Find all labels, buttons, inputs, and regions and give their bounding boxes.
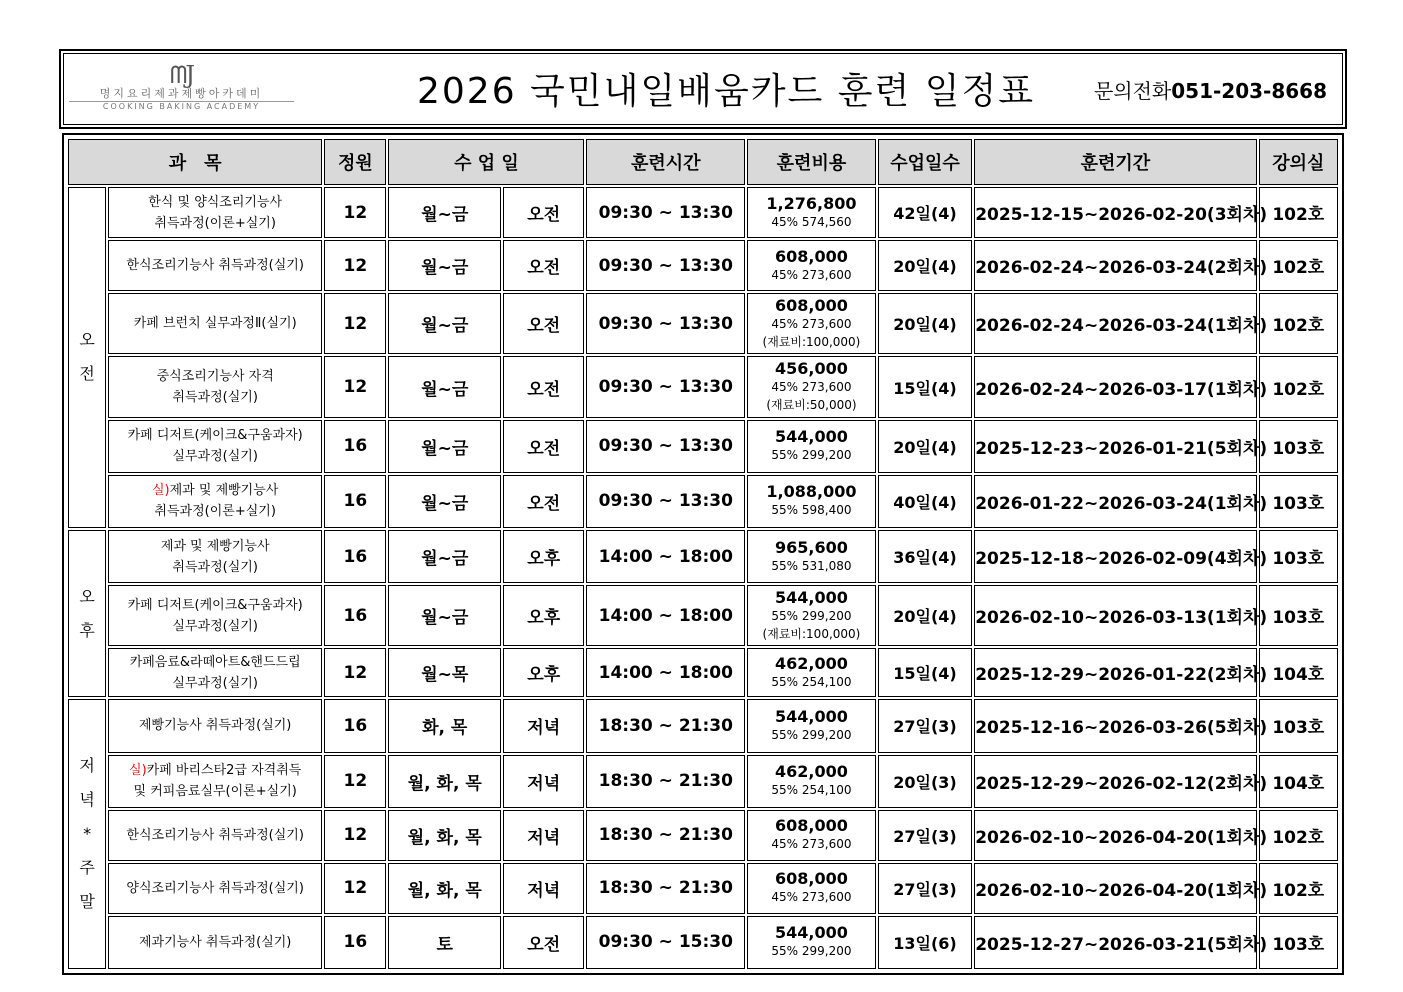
class-days: 월~목 [388, 648, 501, 697]
training-time: 18:30 ~ 21:30 [586, 810, 745, 861]
training-period: 2026-02-24~2026-03-24(1회차) [974, 293, 1256, 354]
training-time: 14:00 ~ 18:00 [586, 648, 745, 697]
table-row [68, 475, 1338, 528]
academy-logo [69, 63, 294, 112]
training-period: 2025-12-18~2026-02-09(4회차) [974, 530, 1256, 583]
time-slot: 저녁 [503, 810, 584, 861]
table-body [68, 187, 1338, 969]
course-text: 중식조리기능사 자격 [156, 369, 274, 385]
training-cost [747, 475, 876, 528]
cost-amount: 608,000 [775, 816, 848, 836]
cost-subsidy: 55% 299,200 [771, 448, 852, 463]
cost-subsidy: 45% 273,600 [771, 267, 852, 282]
course-name [108, 648, 322, 697]
course-text: 취득과정(이론+실기) [154, 215, 276, 231]
cost-subsidy: 45% 273,600 [771, 316, 852, 331]
training-cost [747, 755, 876, 808]
class-days: 화, 목 [388, 699, 501, 752]
group-char: * [83, 824, 92, 844]
course-line [109, 760, 321, 781]
classroom: 102호 [1259, 240, 1338, 291]
table-row [68, 530, 1338, 583]
class-day-count: 20일(4) [878, 585, 972, 646]
course-line [109, 715, 321, 736]
table-row [68, 240, 1338, 291]
course-name [108, 240, 322, 291]
time-slot: 오전 [503, 293, 584, 354]
training-time: 09:30 ~ 13:30 [586, 187, 745, 238]
page-title: 2026 국민내일배움카드 훈련 일정표 [417, 71, 1036, 112]
class-days: 월~금 [388, 187, 501, 238]
course-text: 카페 브런치 실무과정Ⅱ(실기) [133, 316, 297, 332]
training-time: 09:30 ~ 13:30 [586, 475, 745, 528]
training-cost [747, 863, 876, 914]
table-row [68, 187, 1338, 238]
course-prefix: 실) [129, 763, 147, 779]
time-slot: 오후 [503, 530, 584, 583]
class-day-count: 42일(4) [878, 187, 972, 238]
training-period: 2025-12-16~2026-03-26(5회차) [974, 699, 1256, 752]
class-days: 토 [388, 916, 501, 969]
table-row [68, 810, 1338, 861]
cost-amount: 1,276,800 [766, 193, 857, 213]
schedule-table-frame [62, 133, 1344, 975]
capacity: 12 [324, 240, 386, 291]
course-name [108, 810, 322, 861]
table-row [68, 293, 1338, 354]
group-char: 오 [79, 586, 95, 606]
class-days: 월, 화, 목 [388, 755, 501, 808]
course-line [109, 446, 321, 467]
course-line [109, 366, 321, 387]
col-period: 훈련기간 [974, 139, 1256, 185]
capacity: 12 [324, 293, 386, 354]
table-header-row [68, 139, 1338, 185]
logo-english-name: COOKING BAKING ACADEMY [69, 101, 294, 112]
course-name [108, 699, 322, 752]
class-day-count: 20일(4) [878, 293, 972, 354]
course-text: 실무과정(실기) [172, 618, 258, 634]
course-line [109, 652, 321, 673]
class-day-count: 20일(4) [878, 240, 972, 291]
cost-amount: 544,000 [775, 587, 848, 607]
phone-label: 문의전화 [1093, 79, 1172, 103]
course-line [109, 387, 321, 408]
time-slot: 오전 [503, 240, 584, 291]
cost-material: (재료비:50,000) [766, 398, 857, 413]
training-time: 09:30 ~ 15:30 [586, 916, 745, 969]
training-period: 2026-02-10~2026-04-20(1회차) [974, 863, 1256, 914]
course-text: 실무과정(실기) [172, 449, 258, 465]
course-line [109, 213, 321, 234]
class-days: 월~금 [388, 585, 501, 646]
col-room: 강의실 [1259, 139, 1338, 185]
course-name [108, 585, 322, 646]
course-text: 및 커피음료실무(이론+실기) [133, 784, 297, 800]
table-row [68, 916, 1338, 969]
class-days: 월~금 [388, 356, 501, 417]
course-text: 한식 및 양식조리기능사 [148, 194, 283, 210]
course-text: 카페 디저트(케이크&구움과자) [127, 597, 303, 613]
cost-amount: 544,000 [775, 427, 848, 447]
course-name [108, 863, 322, 914]
group-morning [68, 187, 106, 528]
course-text: 카페 디저트(케이크&구움과자) [127, 428, 303, 444]
cost-subsidy: 55% 531,080 [771, 558, 852, 573]
class-days: 월~금 [388, 293, 501, 354]
classroom: 102호 [1259, 187, 1338, 238]
training-cost [747, 187, 876, 238]
cost-amount: 544,000 [775, 923, 848, 943]
course-line [109, 932, 321, 953]
time-slot: 오전 [503, 187, 584, 238]
group-afternoon [68, 530, 106, 697]
group-char: 말 [79, 892, 95, 912]
course-name [108, 755, 322, 808]
schedule-table [66, 137, 1340, 971]
cost-amount: 456,000 [775, 359, 848, 379]
classroom: 103호 [1259, 699, 1338, 752]
course-name [108, 916, 322, 969]
class-day-count: 27일(3) [878, 810, 972, 861]
table-row [68, 585, 1338, 646]
class-day-count: 15일(4) [878, 648, 972, 697]
cost-subsidy: 55% 598,400 [771, 503, 852, 518]
training-period: 2025-12-23~2026-01-21(5회차) [974, 420, 1256, 473]
table-row [68, 755, 1338, 808]
time-slot: 오후 [503, 585, 584, 646]
course-line [109, 595, 321, 616]
group-char: 전 [79, 364, 95, 384]
class-day-count: 27일(3) [878, 699, 972, 752]
training-time: 14:00 ~ 18:00 [586, 530, 745, 583]
capacity: 12 [324, 810, 386, 861]
cost-amount: 544,000 [775, 706, 848, 726]
class-day-count: 40일(4) [878, 475, 972, 528]
class-day-count: 15일(4) [878, 356, 972, 417]
cost-material: (재료비:100,000) [762, 626, 861, 641]
training-cost [747, 916, 876, 969]
table-row [68, 648, 1338, 697]
training-cost [747, 648, 876, 697]
group-char: 오 [79, 330, 95, 350]
class-days: 월~금 [388, 530, 501, 583]
cost-subsidy: 45% 273,600 [771, 890, 852, 905]
class-days: 월~금 [388, 240, 501, 291]
cost-amount: 462,000 [775, 762, 848, 782]
course-text: 양식조리기능사 취득과정(실기) [126, 880, 304, 896]
training-cost [747, 356, 876, 417]
header [59, 49, 1347, 129]
capacity: 12 [324, 648, 386, 697]
training-time: 14:00 ~ 18:00 [586, 585, 745, 646]
capacity: 16 [324, 916, 386, 969]
course-name [108, 475, 322, 528]
classroom: 102호 [1259, 863, 1338, 914]
group-char: 후 [79, 620, 95, 640]
course-line [109, 425, 321, 446]
table-row [68, 863, 1338, 914]
course-text: 한식조리기능사 취득과정(실기) [126, 827, 304, 843]
cost-amount: 608,000 [775, 246, 848, 266]
class-days: 월, 화, 목 [388, 863, 501, 914]
class-day-count: 20일(3) [878, 755, 972, 808]
col-cost: 훈련비용 [747, 139, 876, 185]
capacity: 12 [324, 356, 386, 417]
course-text: 카페음료&라떼아트&핸드드립 [129, 654, 301, 670]
capacity: 16 [324, 530, 386, 583]
course-line [109, 255, 321, 276]
cost-amount: 608,000 [775, 295, 848, 315]
classroom: 104호 [1259, 648, 1338, 697]
course-text: 취득과정(실기) [172, 559, 258, 575]
group-char: 녁 [79, 790, 95, 810]
capacity: 16 [324, 585, 386, 646]
logo-mark-icon: ᗰJ [170, 61, 193, 89]
classroom: 103호 [1259, 585, 1338, 646]
time-slot: 오전 [503, 356, 584, 417]
cost-amount: 462,000 [775, 653, 848, 673]
col-capacity: 정원 [324, 139, 386, 185]
table-row [68, 420, 1338, 473]
course-text: 취득과정(실기) [172, 390, 258, 406]
course-name [108, 420, 322, 473]
course-line [109, 480, 321, 501]
group-evening [68, 699, 106, 969]
class-day-count: 13일(6) [878, 916, 972, 969]
course-line [109, 536, 321, 557]
training-time: 18:30 ~ 21:30 [586, 755, 745, 808]
capacity: 16 [324, 699, 386, 752]
course-text: 취득과정(이론+실기) [154, 504, 276, 520]
class-days: 월, 화, 목 [388, 810, 501, 861]
class-days: 월~금 [388, 420, 501, 473]
group-char: 주 [79, 858, 95, 878]
group-char: 저 [79, 756, 95, 776]
training-cost [747, 810, 876, 861]
course-text: 한식조리기능사 취득과정(실기) [126, 258, 304, 274]
training-period: 2026-01-22~2026-03-24(1회차) [974, 475, 1256, 528]
training-period: 2026-02-10~2026-03-13(1회차) [974, 585, 1256, 646]
training-period: 2025-12-29~2026-01-22(2회차) [974, 648, 1256, 697]
cost-subsidy: 55% 299,200 [771, 608, 852, 623]
training-cost [747, 240, 876, 291]
course-text: 카페 바리스타2급 자격취득 [146, 763, 302, 779]
course-name [108, 293, 322, 354]
cost-amount: 608,000 [775, 869, 848, 889]
cost-amount: 1,088,000 [766, 482, 857, 502]
course-line [109, 192, 321, 213]
capacity: 16 [324, 475, 386, 528]
class-day-count: 36일(4) [878, 530, 972, 583]
training-period: 2025-12-27~2026-03-21(5회차) [974, 916, 1256, 969]
training-cost [747, 293, 876, 354]
course-line [109, 825, 321, 846]
classroom: 102호 [1259, 356, 1338, 417]
classroom: 104호 [1259, 755, 1338, 808]
time-slot: 저녁 [503, 755, 584, 808]
cost-subsidy: 55% 299,200 [771, 944, 852, 959]
phone-number: 051-203-8668 [1171, 79, 1327, 103]
classroom: 103호 [1259, 475, 1338, 528]
training-cost [747, 420, 876, 473]
training-time: 09:30 ~ 13:30 [586, 240, 745, 291]
cost-subsidy: 45% 273,600 [771, 380, 852, 395]
capacity: 16 [324, 420, 386, 473]
schedule-sheet [59, 49, 1347, 959]
training-period: 2026-02-24~2026-03-17(1회차) [974, 356, 1256, 417]
course-text: 제과 및 제빵기능사 [169, 483, 279, 499]
col-course: 과 목 [68, 139, 322, 185]
cost-subsidy: 55% 254,100 [771, 674, 852, 689]
cost-subsidy: 55% 299,200 [771, 727, 852, 742]
time-slot: 저녁 [503, 699, 584, 752]
course-line [109, 557, 321, 578]
cost-material: (재료비:100,000) [762, 334, 861, 349]
course-text: 제과기능사 취득과정(실기) [138, 934, 292, 950]
col-class-days: 수 업 일 [388, 139, 584, 185]
col-time: 훈련시간 [586, 139, 745, 185]
training-period: 2026-02-10~2026-04-20(1회차) [974, 810, 1256, 861]
table-row [68, 699, 1338, 752]
classroom: 103호 [1259, 420, 1338, 473]
table-row [68, 356, 1338, 417]
training-period: 2025-12-15~2026-02-20(3회차) [974, 187, 1256, 238]
course-name [108, 187, 322, 238]
course-line [109, 616, 321, 637]
training-period: 2025-12-29~2026-02-12(2회차) [974, 755, 1256, 808]
logo-korean-name: 명지요리제과제빵아카데미 [99, 87, 264, 100]
col-days: 수업일수 [878, 139, 972, 185]
capacity: 12 [324, 863, 386, 914]
time-slot: 오전 [503, 475, 584, 528]
classroom: 102호 [1259, 810, 1338, 861]
cost-subsidy: 45% 273,600 [771, 837, 852, 852]
training-time: 09:30 ~ 13:30 [586, 356, 745, 417]
course-line [109, 313, 321, 334]
training-cost [747, 699, 876, 752]
time-slot: 저녁 [503, 863, 584, 914]
class-days: 월~금 [388, 475, 501, 528]
time-slot: 오후 [503, 648, 584, 697]
time-slot: 오전 [503, 420, 584, 473]
cost-amount: 965,600 [775, 537, 848, 557]
training-time: 18:30 ~ 21:30 [586, 699, 745, 752]
course-text: 제과 및 제빵기능사 [160, 538, 270, 554]
course-line [109, 781, 321, 802]
course-line [109, 878, 321, 899]
training-time: 09:30 ~ 13:30 [586, 293, 745, 354]
course-text: 제빵기능사 취득과정(실기) [138, 718, 292, 734]
training-time: 18:30 ~ 21:30 [586, 863, 745, 914]
contact-phone [1094, 75, 1327, 104]
capacity: 12 [324, 187, 386, 238]
course-line [109, 501, 321, 522]
classroom: 102호 [1259, 293, 1338, 354]
classroom: 103호 [1259, 916, 1338, 969]
cost-subsidy: 45% 574,560 [771, 214, 852, 229]
course-prefix: 실) [151, 483, 170, 499]
course-name [108, 530, 322, 583]
course-name [108, 356, 322, 417]
training-time: 09:30 ~ 13:30 [586, 420, 745, 473]
cost-subsidy: 55% 254,100 [771, 783, 852, 798]
time-slot: 오전 [503, 916, 584, 969]
capacity: 12 [324, 755, 386, 808]
training-cost [747, 585, 876, 646]
course-line [109, 673, 321, 694]
training-cost [747, 530, 876, 583]
class-day-count: 20일(4) [878, 420, 972, 473]
class-day-count: 27일(3) [878, 863, 972, 914]
classroom: 103호 [1259, 530, 1338, 583]
course-text: 실무과정(실기) [172, 675, 258, 691]
training-period: 2026-02-24~2026-03-24(2회차) [974, 240, 1256, 291]
